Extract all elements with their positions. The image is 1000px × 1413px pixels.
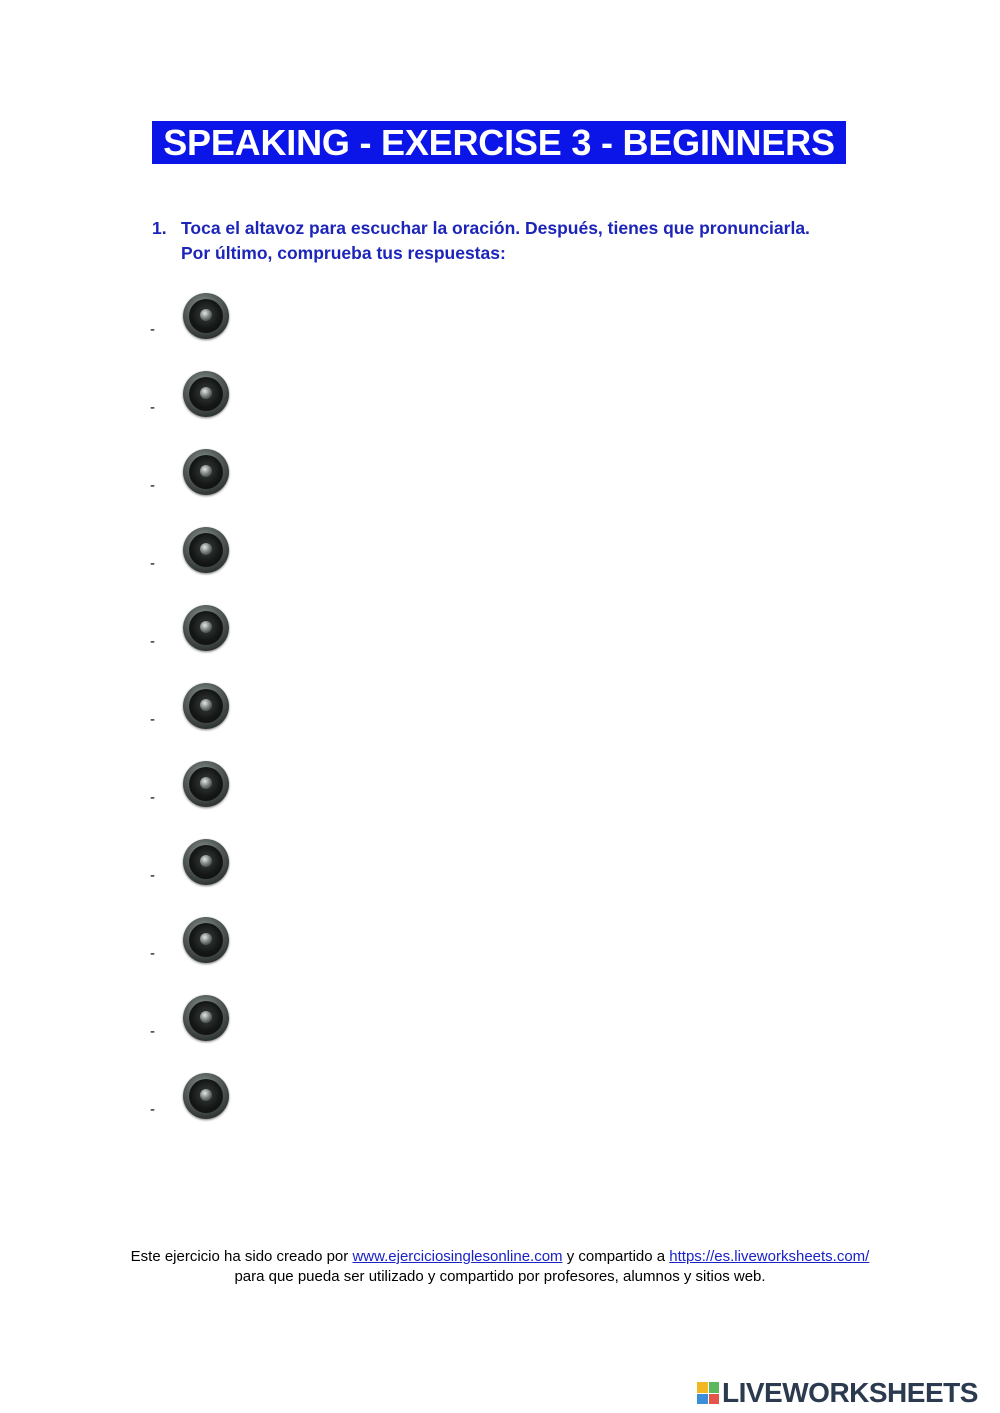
speaker-icon[interactable] (183, 371, 229, 417)
list-item (150, 761, 270, 839)
item-bullet: - (150, 633, 155, 650)
liveworksheets-logo-icon (697, 1382, 719, 1404)
list-item (150, 917, 270, 995)
speaker-icon[interactable] (183, 1073, 229, 1119)
liveworksheets-logo (697, 1378, 978, 1408)
instruction-number: 1. (152, 218, 167, 238)
speaker-icon[interactable] (183, 839, 229, 885)
speaker-icon[interactable] (183, 917, 229, 963)
list-item (150, 683, 270, 761)
speaker-icon[interactable] (183, 527, 229, 573)
footer (0, 1247, 1000, 1287)
list-item (150, 1073, 270, 1151)
instruction-line-2: Por último, comprueba tus respuestas: (181, 243, 506, 263)
item-bullet: - (150, 789, 155, 806)
footer-link-liveworksheets[interactable]: https://es.liveworksheets.com/ (669, 1248, 870, 1265)
speaker-icon[interactable] (183, 449, 229, 495)
speaker-icon[interactable] (183, 605, 229, 651)
item-bullet: - (150, 477, 155, 494)
speaker-icon[interactable] (183, 293, 229, 339)
item-bullet: - (150, 867, 155, 884)
item-bullet: - (150, 945, 155, 962)
list-item (150, 293, 270, 371)
speaker-icon[interactable] (183, 761, 229, 807)
speaker-list (150, 293, 270, 1151)
list-item (150, 449, 270, 527)
item-bullet: - (150, 555, 155, 572)
footer-link-ejerciciosinglesonline[interactable]: www.ejerciciosinglesonline.com (352, 1248, 563, 1265)
page-title: SPEAKING - EXERCISE 3 - BEGINNERS (152, 121, 846, 164)
item-bullet: - (150, 711, 155, 728)
item-bullet: - (150, 321, 155, 338)
footer-prefix: Este ejercicio ha sido creado por (130, 1248, 353, 1265)
item-bullet: - (150, 399, 155, 416)
list-item (150, 995, 270, 1073)
footer-middle: y compartido a (562, 1248, 670, 1265)
instruction-line-1: Toca el altavoz para escuchar la oración. Después, tienes que pronunciarla. (181, 218, 810, 238)
speaker-icon[interactable] (183, 995, 229, 1041)
list-item (150, 527, 270, 605)
item-bullet: - (150, 1023, 155, 1040)
item-bullet: - (150, 1101, 155, 1118)
list-item (150, 371, 270, 449)
logo-text: LIVEWORKSHEETS (722, 1377, 978, 1408)
list-item (150, 839, 270, 917)
list-item (150, 605, 270, 683)
speaker-icon[interactable] (183, 683, 229, 729)
footer-line-2: para que pueda ser utilizado y compartido por profesores, alumnos y sitios web. (234, 1268, 766, 1285)
